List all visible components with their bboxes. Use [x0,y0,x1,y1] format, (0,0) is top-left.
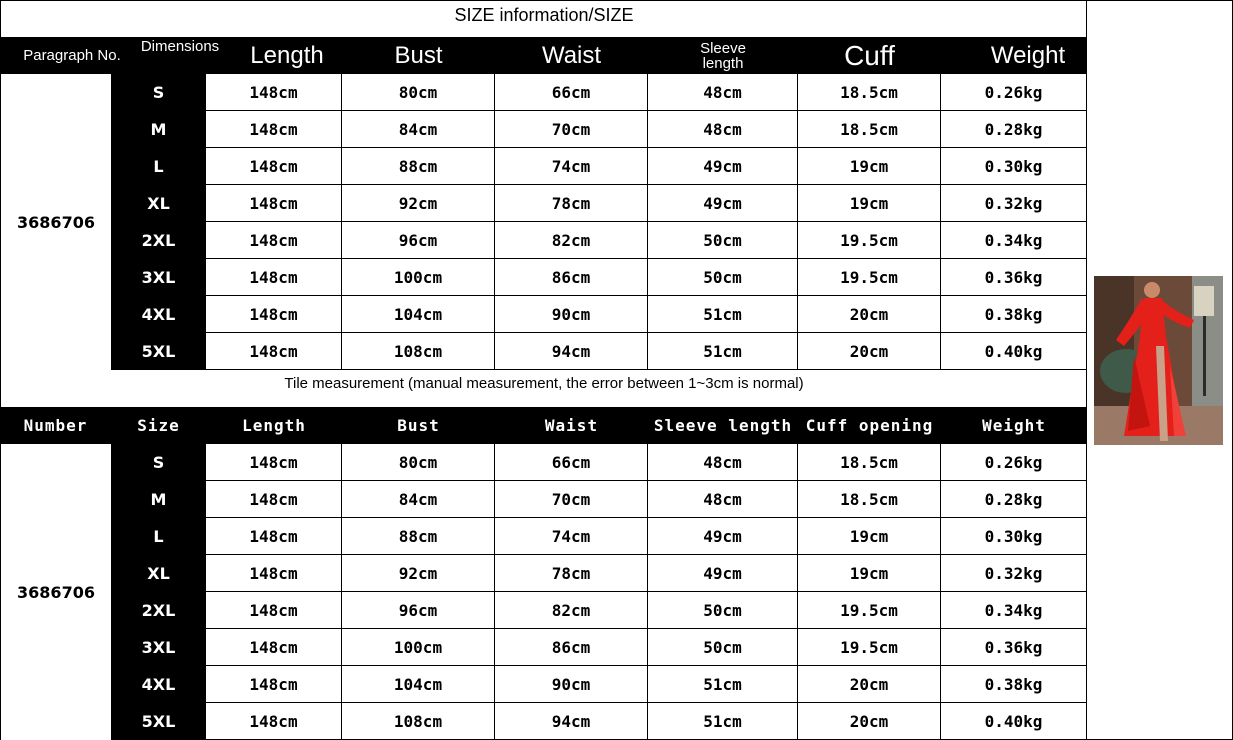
cell-sleeve: 50cm [648,222,798,259]
header-sleeve-length: Sleeve length [700,39,746,72]
header-weight: Weight [990,41,1066,69]
cell-bust: 92cm [342,185,495,222]
cell-length: 148cm [206,481,342,518]
cell-waist: 66cm [495,444,648,481]
cell-cuff: 18.5cm [798,481,941,518]
cell-waist: 86cm [495,259,648,296]
chart-title: SIZE information/SIZE [0,0,1087,37]
cell-cuff: 18.5cm [798,111,941,148]
header-sleeve-length: Sleeve length [653,416,793,435]
table-row [0,296,1087,333]
cell-length: 148cm [206,703,342,740]
cell-bust: 100cm [342,259,495,296]
cell-sleeve: 50cm [648,592,798,629]
size-label: 3XL [141,638,176,657]
cell-bust: 88cm [342,518,495,555]
size-label: 4XL [141,305,176,324]
cell-cuff: 19.5cm [798,629,941,666]
cell-waist: 94cm [495,703,648,740]
cell-waist: 86cm [495,629,648,666]
cell-length: 148cm [206,555,342,592]
cell-sleeve: 51cm [648,333,798,370]
cell-length: 148cm [206,222,342,259]
size-label: L [153,527,164,546]
cell-length: 148cm [206,333,342,370]
cell-bust: 80cm [342,444,495,481]
cell-bust: 108cm [342,703,495,740]
cell-weight: 0.32kg [941,555,1087,592]
table-row [0,666,1087,703]
cell-weight: 0.38kg [941,296,1087,333]
table-row [0,444,1087,481]
cell-waist: 70cm [495,111,648,148]
cell-weight: 0.38kg [941,666,1087,703]
cell-waist: 82cm [495,592,648,629]
size-label: 5XL [141,712,176,731]
cell-bust: 80cm [342,74,495,111]
table-row [0,74,1087,111]
cell-length: 148cm [206,185,342,222]
table1-body [0,74,1087,370]
cell-cuff: 19cm [798,555,941,592]
size-label: 2XL [141,601,176,620]
cell-cuff: 19.5cm [798,592,941,629]
cell-waist: 74cm [495,518,648,555]
table-row [0,259,1087,296]
cell-weight: 0.34kg [941,222,1087,259]
product-number: 3686706 [0,74,111,370]
table2-body [0,444,1087,740]
cell-waist: 70cm [495,481,648,518]
cell-sleeve: 51cm [648,296,798,333]
header-number: Number [23,416,88,435]
cell-bust: 84cm [342,111,495,148]
cell-bust: 88cm [342,148,495,185]
cell-cuff: 19cm [798,518,941,555]
size-label: 4XL [141,675,176,694]
cell-bust: 100cm [342,629,495,666]
cell-length: 148cm [206,259,342,296]
cell-bust: 96cm [342,222,495,259]
cell-length: 148cm [206,296,342,333]
cell-sleeve: 48cm [648,444,798,481]
cell-waist: 78cm [495,185,648,222]
table-row [0,518,1087,555]
cell-weight: 0.30kg [941,518,1087,555]
cell-waist: 66cm [495,74,648,111]
table-row [0,185,1087,222]
header-length: Length [242,416,306,435]
table1-header [0,37,1087,74]
header-bust: Bust [397,416,440,435]
header-dimensions: Dimensions [140,38,220,55]
size-label: M [150,490,167,509]
cell-cuff: 19cm [798,148,941,185]
cell-waist: 74cm [495,148,648,185]
header-weight: Weight [982,416,1046,435]
cell-weight: 0.28kg [941,481,1087,518]
cell-bust: 92cm [342,555,495,592]
size-label: 2XL [141,231,176,250]
product-number: 3686706 [0,444,111,740]
cell-sleeve: 49cm [648,518,798,555]
cell-sleeve: 48cm [648,111,798,148]
cell-sleeve: 50cm [648,629,798,666]
cell-sleeve: 48cm [648,74,798,111]
cell-cuff: 18.5cm [798,74,941,111]
cell-waist: 82cm [495,222,648,259]
table-row [0,148,1087,185]
header-waist: Waist [541,41,602,69]
table-row [0,111,1087,148]
table-row [0,555,1087,592]
header-bust: Bust [394,41,443,69]
cell-weight: 0.26kg [941,74,1087,111]
cell-cuff: 19cm [798,185,941,222]
table-row [0,592,1087,629]
cell-sleeve: 49cm [648,185,798,222]
table-row [0,481,1087,518]
cell-cuff: 20cm [798,333,941,370]
cell-sleeve: 48cm [648,481,798,518]
header-size: Size [137,416,180,435]
cell-weight: 0.36kg [941,259,1087,296]
size-label: L [153,157,164,176]
cell-bust: 84cm [342,481,495,518]
table-row [0,333,1087,370]
cell-weight: 0.32kg [941,185,1087,222]
cell-weight: 0.40kg [941,333,1087,370]
table-row [0,222,1087,259]
cell-weight: 0.40kg [941,703,1087,740]
size-label: XL [147,564,170,583]
cell-length: 148cm [206,666,342,703]
cell-sleeve: 51cm [648,703,798,740]
cell-cuff: 19.5cm [798,222,941,259]
cell-waist: 78cm [495,555,648,592]
cell-weight: 0.28kg [941,111,1087,148]
cell-cuff: 20cm [798,666,941,703]
size-label: 5XL [141,342,176,361]
cell-cuff: 20cm [798,296,941,333]
size-label: M [150,120,167,139]
size-label: XL [147,194,170,213]
cell-waist: 90cm [495,666,648,703]
cell-bust: 108cm [342,333,495,370]
header-waist: Waist [544,416,599,435]
cell-length: 148cm [206,74,342,111]
cell-weight: 0.30kg [941,148,1087,185]
size-label: S [152,453,165,472]
cell-waist: 90cm [495,296,648,333]
product-photo-illustration [1094,276,1223,445]
header-paragraph-no: Paragraph No. [23,47,121,64]
header-length: Length [250,41,324,69]
cell-sleeve: 49cm [648,148,798,185]
cell-waist: 94cm [495,333,648,370]
table-row [0,629,1087,666]
cell-sleeve: 49cm [648,555,798,592]
cell-length: 148cm [206,148,342,185]
header-cuff-opening: Cuff opening [805,416,934,435]
cell-bust: 104cm [342,296,495,333]
cell-weight: 0.34kg [941,592,1087,629]
header-cuff: Cuff [844,39,895,71]
cell-bust: 104cm [342,666,495,703]
cell-length: 148cm [206,111,342,148]
cell-length: 148cm [206,592,342,629]
size-label: S [152,83,165,102]
cell-length: 148cm [206,518,342,555]
cell-sleeve: 51cm [648,666,798,703]
cell-cuff: 18.5cm [798,444,941,481]
size-label: 3XL [141,268,176,287]
product-photo [1094,276,1223,445]
cell-sleeve: 50cm [648,259,798,296]
table2-header [0,407,1087,444]
cell-length: 148cm [206,444,342,481]
cell-cuff: 19.5cm [798,259,941,296]
cell-length: 148cm [206,629,342,666]
measurement-note: Tile measurement (manual measurement, the error between 1~3cm is normal) [0,370,1087,407]
table-row [0,703,1087,740]
cell-weight: 0.26kg [941,444,1087,481]
cell-cuff: 20cm [798,703,941,740]
cell-bust: 96cm [342,592,495,629]
cell-weight: 0.36kg [941,629,1087,666]
